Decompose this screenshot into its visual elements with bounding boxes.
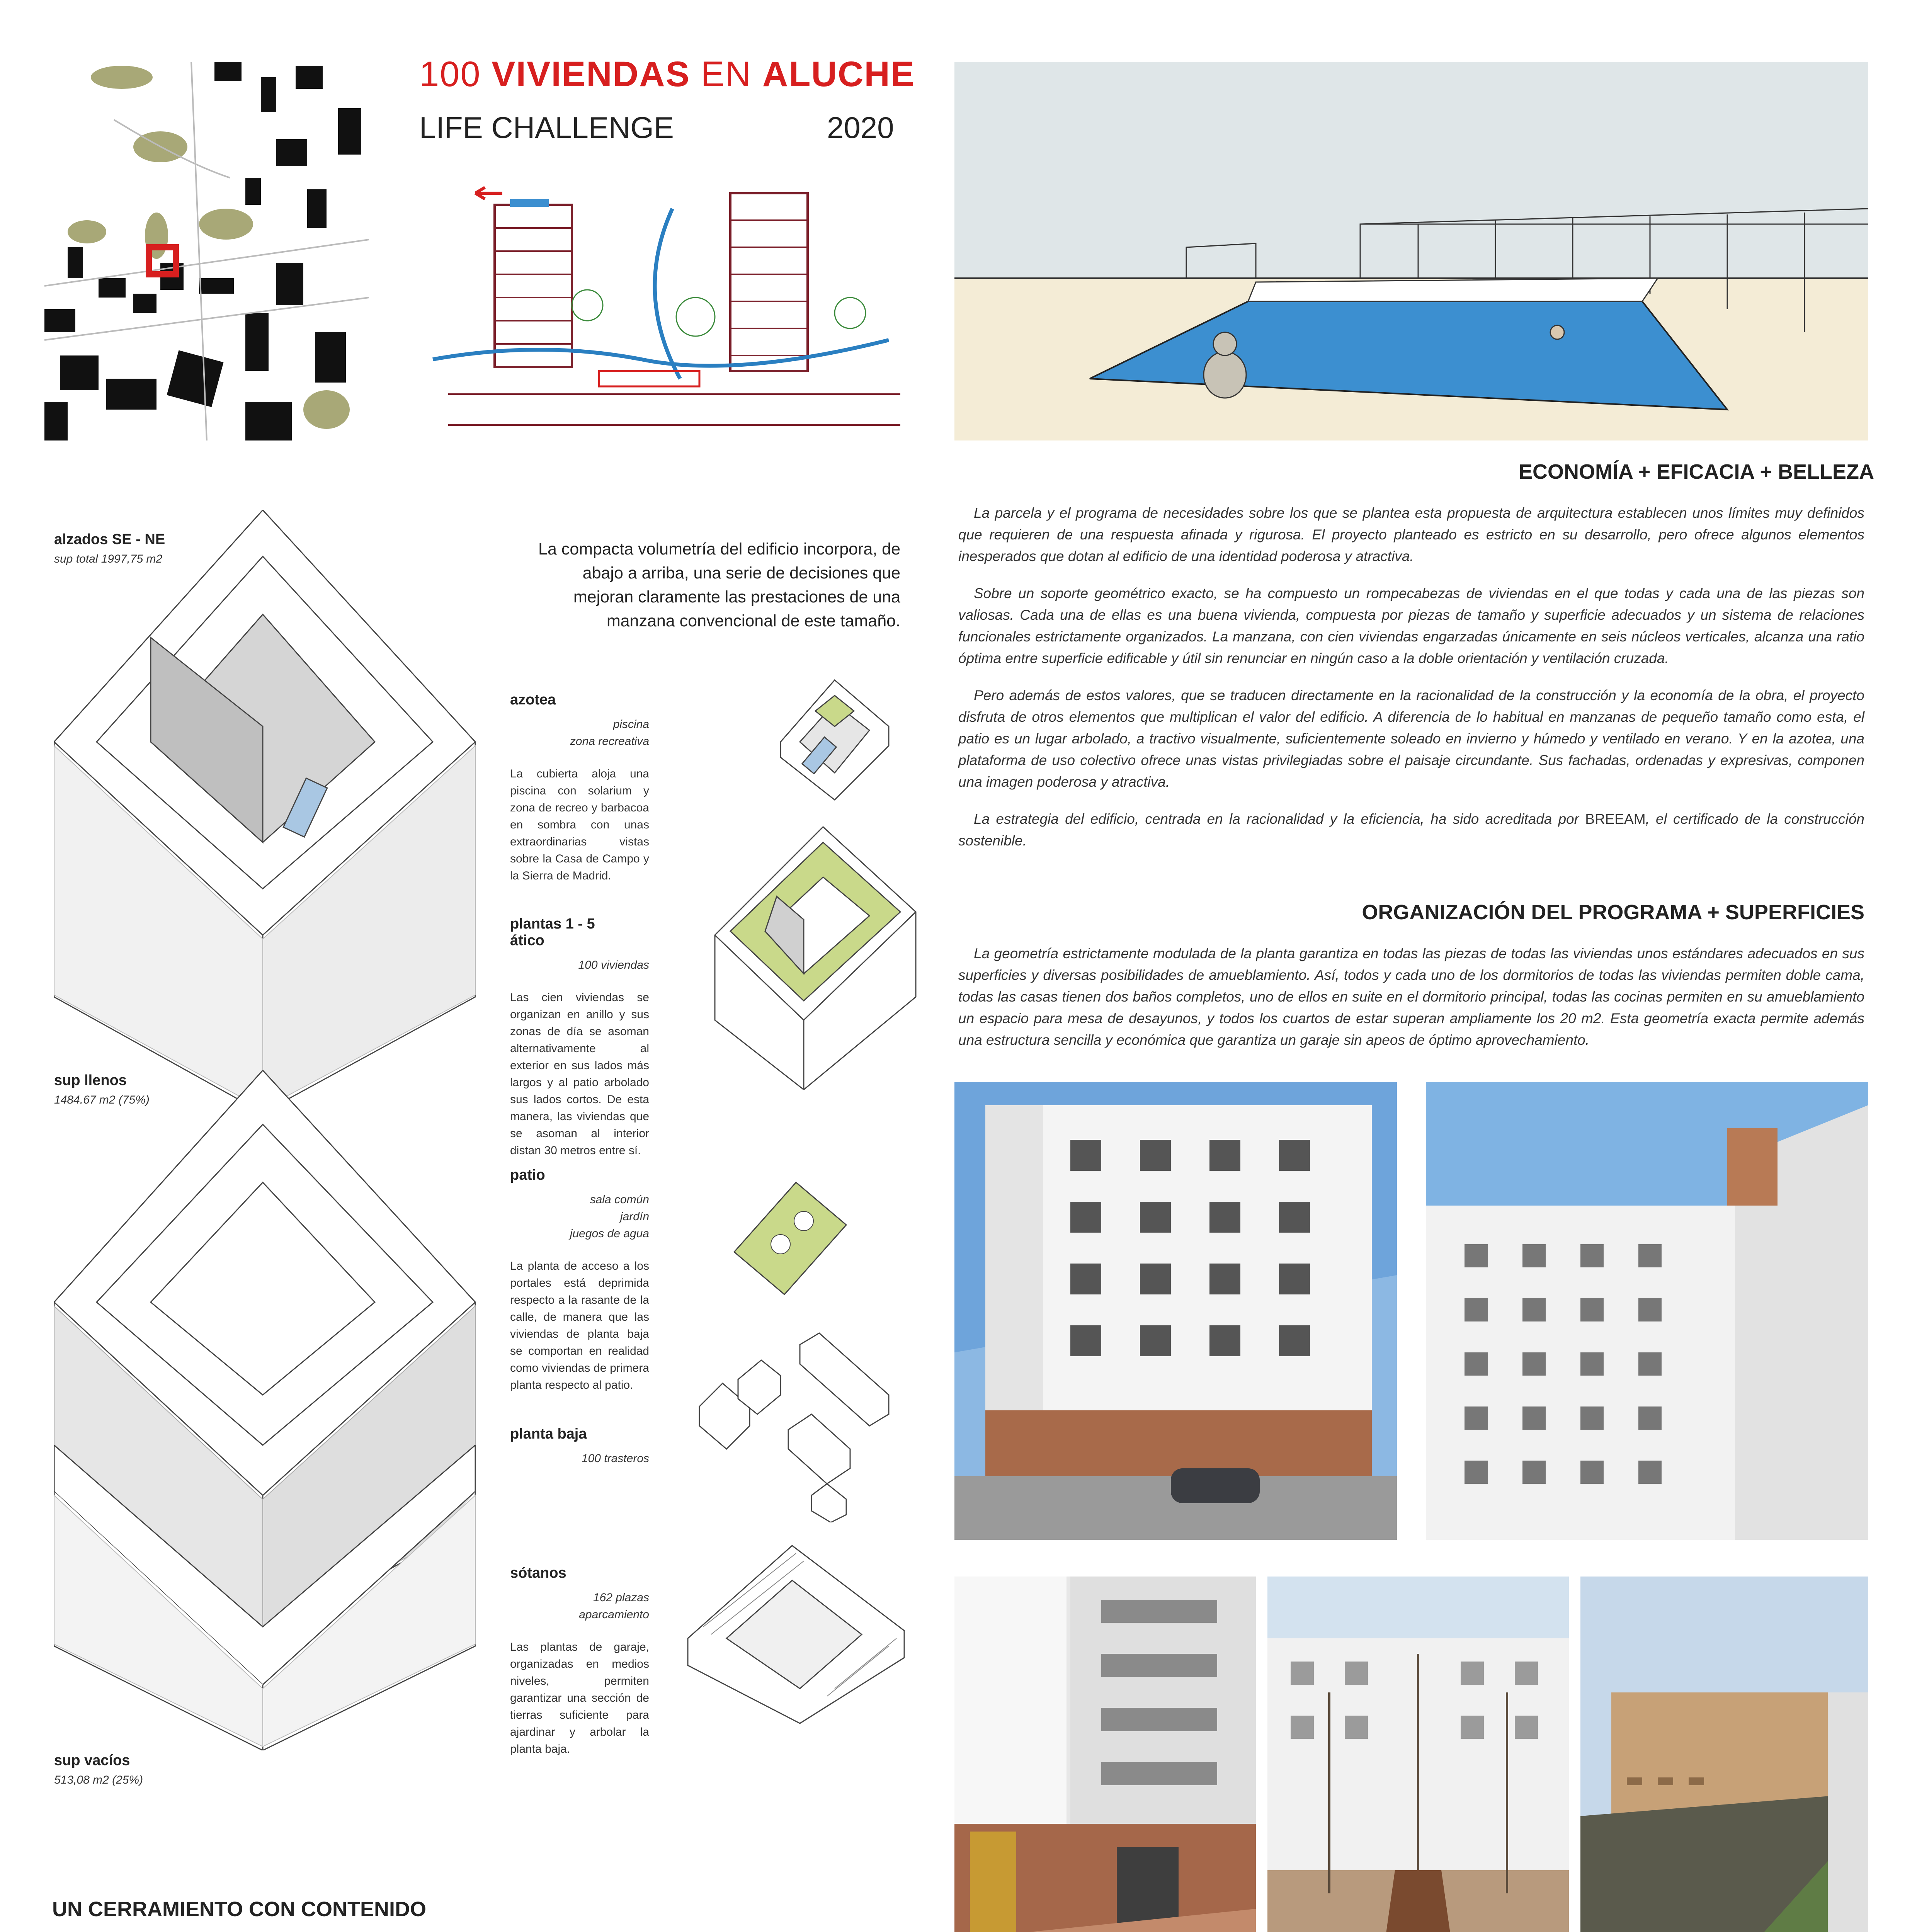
axon-block-full [54, 510, 479, 1113]
organizacion-p1: La geometría estrictamente modulada de la planta garantiza en todas las piezas de todas las viviendas unos estándares adecuados en sus superficies y diversas posibilidades de amueblamiento. Así, todos y cada uno de los dormitorios de todas las viviendas permiten doble cama, todas las casas tienen dos baños completos, uno de ellos en suite en el dormitorio principal, todas las cocinas permiten en su amueblamiento un espacio para mesa de desayunos, y todos los cuartos de estar superan ampliamente los 20 m2. Esta geometría exacta permite además una estructura sencilla y económica que garantiza un garaje sin apeos de óptimo aprovechamiento. [958, 946, 1864, 1048]
site-plan [44, 62, 369, 440]
level-name: azotea [510, 692, 556, 708]
economia-p1: La parcela y el programa de necesidades sobre los que se plantea esta propuesta de arquitectura establecen unos límites muy definidos que requieren de una respuesta afinada y rigurosa. El proyecto planteado es estricto en su desarrollo, pero ofrece algunos elementos inesperados que dotan al edificio de una identidad poderosa y atractiva. [958, 505, 1864, 564]
level-sub1: sala común [590, 1193, 649, 1206]
year: 2020 [827, 111, 894, 145]
level-plantas [510, 916, 649, 1159]
level-text: Las cien viviendas se organizan en anillo y sus zonas de día se asoman alternativamente al exterior en sus lados más largos y al patio arbolado sus lados cortos. De esta manera, las viviendas que se asoman al interior distan 30 metros entre sí. [510, 991, 649, 1157]
axon-small-patio [726, 1175, 854, 1298]
level-sub1: piscina [613, 718, 649, 731]
economia-p4 [958, 808, 1864, 852]
title-number: 100 [419, 54, 481, 94]
economia-p4-a: La estrategia del edificio, centrada en la racionalidad y la eficiencia, ha sido acreditada por [974, 811, 1585, 827]
vacios-value: 513,08 m2 (25%) [54, 1774, 143, 1786]
economia-text [958, 502, 1864, 852]
axon-block-vacios [54, 1445, 479, 1750]
economia-p2: Sobre un soporte geométrico exacto, se ha compuesto un rompecabezas de viviendas en el que todas y cada una de las piezas son valiosas. Cada una de ellas es una buena vivienda, compuesta por piezas de tamaño y superficie adecuados y un sistema de relaciones funcionales estrictamente organizados. La manzana, con cien viviendas engarzadas únicamente en seis núcleos verticales, alcanza una ratio óptima entre superficie edificable y útil sin renunciar en ningún caso a la doble orientación y ventilación cruzada. [958, 585, 1864, 666]
economia-heading: ECONOMÍA + EFICACIA + BELLEZA [1518, 460, 1874, 483]
level-text: La cubierta aloja una piscina con solarium y zona de recreo y barbacoa en sombra con unas extraordinarias vistas sobre la Casa de Campo y la Sierra de Madrid. [510, 767, 649, 882]
rooftop-pool-sketch [954, 62, 1868, 440]
organizacion-text [958, 943, 1864, 1051]
photo-roof-garden [1580, 1577, 1868, 1932]
level-sub2: zona recreativa [570, 735, 649, 748]
economia-p3: Pero además de estos valores, que se traducen directamente en la racionalidad de la construcción y la economía de la obra, el proyecto disfruta de otros elementos que multiplican el valor del edificio. A diferencia de lo habitual en manzanas de pequeño tamaño como esta, el patio es un lugar arbolado, a tractivo visualmente, suficientemente soleado en invierno y húmedo y ventilado en verano. Y en la azotea, una plataforma de uso colectivo ofrece unas vistas privilegiadas sobre el paisaje circundante. Sus fachadas, ordenadas y expresivas, componen una imagen poderosa y atractiva. [958, 687, 1864, 790]
level-sub3: juegos de agua [570, 1227, 649, 1240]
alzados-sup: sup total 1997,75 m2 [54, 553, 163, 565]
title-word-en: EN [701, 54, 752, 94]
level-name: patio [510, 1167, 545, 1183]
cerramiento-heading: UN CERRAMIENTO CON CONTENIDO [52, 1898, 427, 1921]
llenos-label: sup llenos [54, 1072, 127, 1088]
level-planta-baja [510, 1426, 649, 1467]
level-sub1: 100 trasteros [581, 1452, 649, 1465]
vacios-label: sup vacíos [54, 1752, 130, 1769]
level-sotanos [510, 1565, 649, 1758]
title-word-aluche: ALUCHE [762, 54, 915, 94]
intro-lead: La compacta volumetría del edificio incorpora, de abajo a arriba, una serie de decisiones que mejoran claramente las prestaciones de una manzana convencional de este tamaño. [538, 540, 900, 630]
level-text: Las plantas de garaje, organizadas en medios niveles, permiten garantizar una sección de tierras suficiente para ajardinar y arbolar la planta baja. [510, 1641, 649, 1755]
level-sub1: 162 plazas [593, 1591, 649, 1604]
level-sub1: 100 viviendas [578, 959, 649, 971]
level-sub2: aparcamiento [579, 1608, 649, 1621]
economia-p4-c: , el certificado de la construcción sostenible. [958, 811, 1864, 849]
breeam-label: BREEAM [1585, 811, 1646, 827]
organizacion-heading: ORGANIZACIÓN DEL PROGRAMA + SUPERFICIES [1362, 901, 1864, 924]
axon-small-azotea [777, 672, 893, 804]
photo-patio-facade [1426, 1082, 1868, 1540]
photo-facade-corner [954, 1082, 1397, 1540]
title-word-viviendas: VIVIENDAS [492, 54, 690, 94]
level-name-2: ático [510, 932, 544, 949]
page-title [419, 54, 915, 95]
level-name: sótanos [510, 1565, 566, 1581]
level-azotea [510, 692, 649, 884]
axon-small-planta-baja [688, 1329, 912, 1522]
axon-small-sotanos [680, 1542, 912, 1727]
page-subtitle: LIFE CHALLENGE [419, 111, 674, 145]
level-patio [510, 1167, 649, 1394]
photo-entrance-brick [954, 1577, 1256, 1932]
level-sub2: jardín [620, 1210, 649, 1223]
axon-small-plantas [707, 819, 924, 1090]
level-name: plantas 1 - 5 [510, 916, 595, 932]
level-name: planta baja [510, 1426, 587, 1442]
photo-courtyard [1267, 1577, 1569, 1932]
section-sketch [425, 178, 927, 448]
llenos-value: 1484.67 m2 (75%) [54, 1094, 150, 1106]
alzados-title: alzados SE - NE [54, 531, 165, 548]
level-text: La planta de acceso a los portales está deprimida respecto a la rasante de la calle, de manera que las viviendas de planta baja se comportan en realidad como viviendas de primera planta respecto al patio. [510, 1260, 649, 1391]
